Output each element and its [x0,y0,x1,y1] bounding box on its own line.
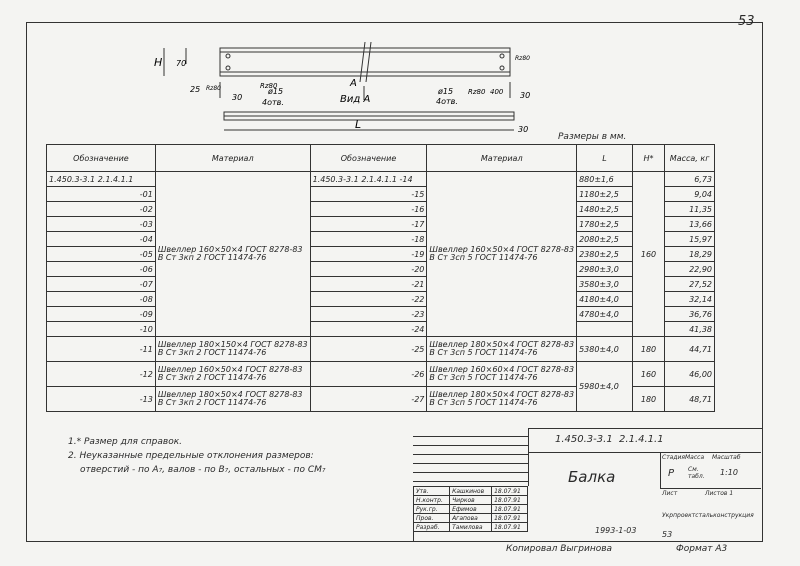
stage-header: Стадия [662,454,686,461]
table-row: -06 -20 2980±3,0 22,90 [47,262,715,277]
table-row [47,172,715,187]
table-row: -13 Швеллер 180×50×4 ГОСТ 8278-83 В Ст 3кп 2 ГОСТ 11474-76 -27 Швеллер 180×50×4 ГОСТ 8278-83 В Ст 3сп 5 ГОСТ 11474-76 180 48,71 [47,387,715,412]
note-1: 1.* Размер для справок. [68,437,182,447]
revision-grid [413,428,529,486]
footer-copied: Копировал Выгринова [506,544,613,554]
footer-year: 1993-1-03 [595,526,637,535]
holes-right: 4отв. [436,97,458,106]
col-h: H* [632,145,664,172]
note-3: отверстий - по А₇, валов - по В₇, остальных - по СМ₇ [80,465,326,475]
dim-h: H [154,56,163,69]
cell-h-180a: 180 [632,337,664,362]
table-row: -11 Швеллер 180×150×4 ГОСТ 8278-83 В Ст 3кп 2 ГОСТ 11474-76 -25 Швеллер 180×50×4 ГОСТ 8278-83 В Ст 3сп 5 ГОСТ 11474-76 5380±4,0 180 44,71 [47,337,715,362]
cell-left-material-c: Швеллер 160×50×4 ГОСТ 8278-83 В Ст 3кп 2 ГОСТ 11474-76 [155,362,310,387]
beam-drawing [150,30,550,140]
col-designation: Обозначение [47,145,156,172]
cell-left-material-a: Швеллер 160×50×4 ГОСТ 8278-83 В Ст 3кп 2 ГОСТ 11474-76 [155,172,310,337]
dim-30-left: 30 [232,93,243,102]
table-row: -10 -24 41,38 [47,322,715,337]
rz-left: Rz80 [260,82,278,90]
dim-25: 25 [190,85,201,94]
col-mass: Масса, кг [665,145,715,172]
col-designation2: Обозначение [310,145,427,172]
rz-top: Rz80 [515,55,530,62]
cell-l: 880±1,6 [577,172,633,187]
table-row: -12 Швеллер 160×50×4 ГОСТ 8278-83 В Ст 3кп 2 ГОСТ 11474-76 -26 Швеллер 160×60×4 ГОСТ 8278-83 В Ст 3сп 5 ГОСТ 11474-76 5980±4,0 160 46,00 [47,362,715,387]
footer-page: 53 [662,530,673,539]
dim-l: L [355,118,362,131]
dim-30-bottom: 30 [518,125,529,134]
view-label: Вид А [340,94,371,105]
sheets-header: Листов 1 [705,490,734,497]
signature-row: Н.контр. Чирков 18.07.91 [414,496,528,505]
hole-left: ø15 [268,87,284,96]
title-name: Балка [568,468,616,486]
table-row: -07 -21 3580±3,0 27,52 [47,277,715,292]
stage-value: Р [668,468,675,479]
table-row: -02 -16 1480±2,5 11,35 [47,202,715,217]
mass-header: Масса [685,454,705,461]
cell-mass: 6,73 [665,172,715,187]
hole-right: ø15 [438,87,454,96]
signature-row: Рук.гр. Ефимов 18.07.91 [414,505,528,514]
cell-right-material-d: Швеллер 180×50×4 ГОСТ 8278-83 В Ст 3сп 5 ГОСТ 11474-76 [427,387,577,412]
signature-table [413,486,528,532]
dim-30-right: 30 [520,91,531,100]
sheet-number: 53 [738,14,755,29]
cell-left-material-d: Швеллер 180×50×4 ГОСТ 8278-83 В Ст 3кп 2 ГОСТ 11474-76 [155,387,310,412]
table-row: -03 -17 1780±2,5 13,66 [47,217,715,232]
sheet-header: Лист [662,490,678,497]
signature-row: Разраб. Тамилова 18.07.91 [414,523,528,532]
rz-side: Rz80 [206,85,221,92]
rz-right: Rz80 [468,88,486,96]
table-row: -09 -23 4780±4,0 36,76 [47,307,715,322]
cell-right-material-a: Швеллер 160×50×4 ГОСТ 8278-83 В Ст 3сп 5 ГОСТ 11474-76 [427,172,577,337]
doc-code: 1.450.3-3.1 2.1.4.1.1 [555,434,664,445]
scale-value: 1:10 [720,468,738,477]
holes-left: 4отв. [262,98,284,107]
cell-right-material-c: Швеллер 160×60×4 ГОСТ 8278-83 В Ст 3сп 5 ГОСТ 11474-76 [427,362,577,387]
cell-h-180b: 180 [632,387,664,412]
dim-70: 70 [176,59,187,68]
signature-row: Утв. Кашкинов 18.07.91 [414,487,528,496]
note-2: 2. Неуказанные предельные отклонения размеров: [68,451,314,461]
sizes-note: Размеры в мм. [558,132,627,142]
cell-h-160b: 160 [632,362,664,387]
col-material2: Материал [427,145,577,172]
org-name: Укрпроектстальконструкция [662,512,754,519]
mass-value: См. табл. [688,466,705,480]
cell-left-code: 1.450.3-3.1 2.1.4.1.1 [47,172,156,187]
signature-row: Пров. Агапова 18.07.91 [414,514,528,523]
arrow-label: А [350,78,357,89]
table-row: -04 -18 2080±2,5 15,97 [47,232,715,247]
dim-400: 400 [490,88,504,96]
scale-header: Масштаб [712,454,741,461]
cell-left-material-b: Швеллер 180×150×4 ГОСТ 8278-83 В Ст 3кп 2 ГОСТ 11474-76 [155,337,310,362]
table-header [47,145,715,172]
col-material: Материал [155,145,310,172]
table-row: -01 -15 1180±2,5 9,04 [47,187,715,202]
cell-right-code: 1.450.3-3.1 2.1.4.1.1 -14 [310,172,427,187]
footer-format: Формат А3 [676,544,728,554]
table-row: -08 -22 4180±4,0 32,14 [47,292,715,307]
table-row: -05 -19 2380±2,5 18,29 [47,247,715,262]
spec-table [46,144,715,412]
col-l: L [577,145,633,172]
cell-right-material-b: Швеллер 180×50×4 ГОСТ 8278-83 В Ст 3сп 5 ГОСТ 11474-76 [427,337,577,362]
cell-h-160a: 160 [632,172,664,337]
